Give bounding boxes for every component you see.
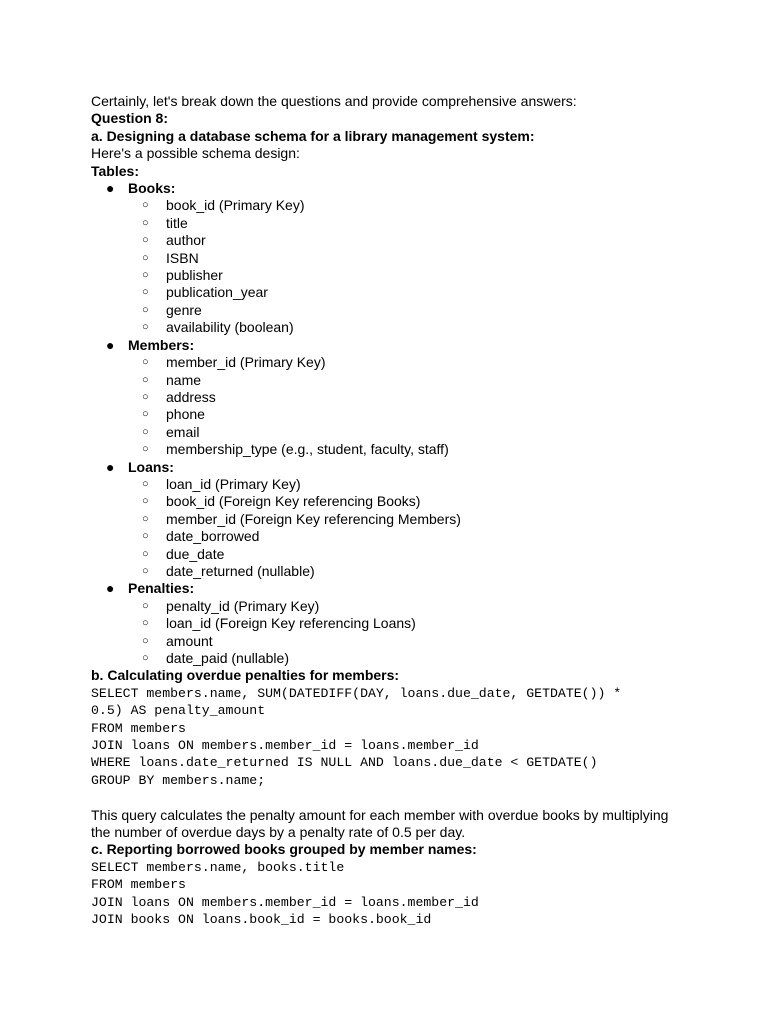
hollow-bullet-icon: ○ [142,425,149,438]
table-name: Books: [128,180,176,197]
list-item [128,284,711,301]
field-text: due_date [166,545,225,562]
spacer [91,789,711,806]
field-list [128,598,711,668]
hollow-bullet-icon: ○ [142,251,149,264]
table-item-books [91,180,711,337]
field-text: date_borrowed [166,528,260,545]
part-c-heading: c. Reporting borrowed books grouped by member names: [91,841,477,858]
field-text: publisher [166,267,223,284]
list-item [128,372,711,389]
field-text: penalty_id (Primary Key) [166,597,320,614]
part-b-heading: b. Calculating overdue penalties for members: [91,667,400,684]
part-b-code-block [91,685,711,789]
hollow-bullet-icon: ○ [142,216,149,229]
table-name: Loans: [128,458,174,475]
code-line: JOIN books ON loans.book_id = books.book_id [91,912,432,928]
field-list [128,476,711,580]
intro-text: Certainly, let's break down the questions and provide comprehensive answers: [91,93,577,109]
list-item [128,633,711,650]
tables-list [91,180,711,667]
list-item [128,598,711,615]
list-item [128,232,711,249]
code-line: FROM members [91,877,186,893]
part-a-heading: a. Designing a database schema for a library management system: [91,127,535,144]
field-text: amount [166,632,213,649]
code-line: GROUP BY members.name; [91,772,266,788]
hollow-bullet-icon: ○ [142,199,149,212]
list-item [128,511,711,528]
table-item-members [91,337,711,459]
field-list [128,197,711,336]
code-line: JOIN loans ON members.member_id = loans.member_id [91,738,479,754]
list-item [128,406,711,423]
list-item [128,302,711,319]
hollow-bullet-icon: ○ [142,390,149,403]
filled-bullet-icon: ● [106,180,115,197]
table-name: Members: [128,336,195,353]
code-line: SELECT members.name, books.title [91,859,345,875]
list-item [128,493,711,510]
field-text: book_id (Foreign Key referencing Books) [166,493,421,510]
field-text: book_id (Primary Key) [166,197,305,214]
list-item [128,389,711,406]
hollow-bullet-icon: ○ [142,408,149,421]
list-item [128,267,711,284]
hollow-bullet-icon: ○ [142,495,149,508]
list-item [128,197,711,214]
part-a-intro: Here's a possible schema design: [91,145,300,162]
table-name: Penalties: [128,580,195,597]
list-item [128,424,711,441]
table-item-loans [91,459,711,581]
list-item [128,354,711,371]
field-text: publication_year [166,284,268,301]
hollow-bullet-icon: ○ [142,269,149,282]
field-text: name [166,371,202,388]
hollow-bullet-icon: ○ [142,547,149,560]
list-item [128,476,711,493]
filled-bullet-icon: ● [106,458,115,475]
filled-bullet-icon: ● [106,336,115,353]
list-item [128,319,711,336]
field-text: phone [166,406,205,423]
hollow-bullet-icon: ○ [142,564,149,577]
hollow-bullet-icon: ○ [142,634,149,647]
hollow-bullet-icon: ○ [142,617,149,630]
list-item [128,546,711,563]
list-item [128,250,711,267]
field-text: date_returned (nullable) [166,562,315,579]
field-text: email [166,423,200,440]
field-text: membership_type (e.g., student, faculty, staff) [166,441,449,458]
list-item [128,563,711,580]
field-text: availability (boolean) [166,319,294,336]
field-text: ISBN [166,249,199,266]
field-text: member_id (Primary Key) [166,354,326,371]
list-item [128,615,711,632]
list-item [128,650,711,667]
list-item [128,441,711,458]
field-text: author [166,232,206,249]
code-line: SELECT members.name, SUM(DATEDIFF(DAY, loans.due_date, GETDATE()) * [91,685,622,701]
code-line: 0.5) AS penalty_amount [91,703,266,719]
field-text: title [166,214,188,231]
hollow-bullet-icon: ○ [142,477,149,490]
code-line: FROM members [91,720,186,736]
field-list [128,354,711,458]
document-page [91,93,711,928]
hollow-bullet-icon: ○ [142,321,149,334]
hollow-bullet-icon: ○ [142,443,149,456]
hollow-bullet-icon: ○ [142,373,149,386]
part-b-explanation-line-2: the number of overdue days by a penalty rate of 0.5 per day. [91,824,466,841]
code-line: JOIN loans ON members.member_id = loans.member_id [91,894,479,910]
hollow-bullet-icon: ○ [142,356,149,369]
table-item-penalties [91,580,711,667]
part-b-explanation-line-1: This query calculates the penalty amount for each member with overdue books by multiplying [91,806,669,823]
list-item [128,528,711,545]
tables-label: Tables: [91,162,139,179]
field-text: loan_id (Primary Key) [166,475,301,492]
filled-bullet-icon: ● [106,580,115,597]
hollow-bullet-icon: ○ [142,652,149,664]
field-text: genre [166,301,202,318]
field-text: date_paid (nullable) [166,650,289,666]
hollow-bullet-icon: ○ [142,530,149,543]
part-c-code-block [91,859,711,929]
hollow-bullet-icon: ○ [142,286,149,299]
field-text: loan_id (Foreign Key referencing Loans) [166,615,416,632]
hollow-bullet-icon: ○ [142,303,149,316]
hollow-bullet-icon: ○ [142,512,149,525]
field-text: address [166,388,216,405]
hollow-bullet-icon: ○ [142,234,149,247]
hollow-bullet-icon: ○ [142,599,149,612]
question-heading: Question 8: [91,110,169,127]
field-text: member_id (Foreign Key referencing Members) [166,510,461,527]
code-line: WHERE loans.date_returned IS NULL AND loans.due_date < GETDATE() [91,755,598,771]
list-item [128,215,711,232]
